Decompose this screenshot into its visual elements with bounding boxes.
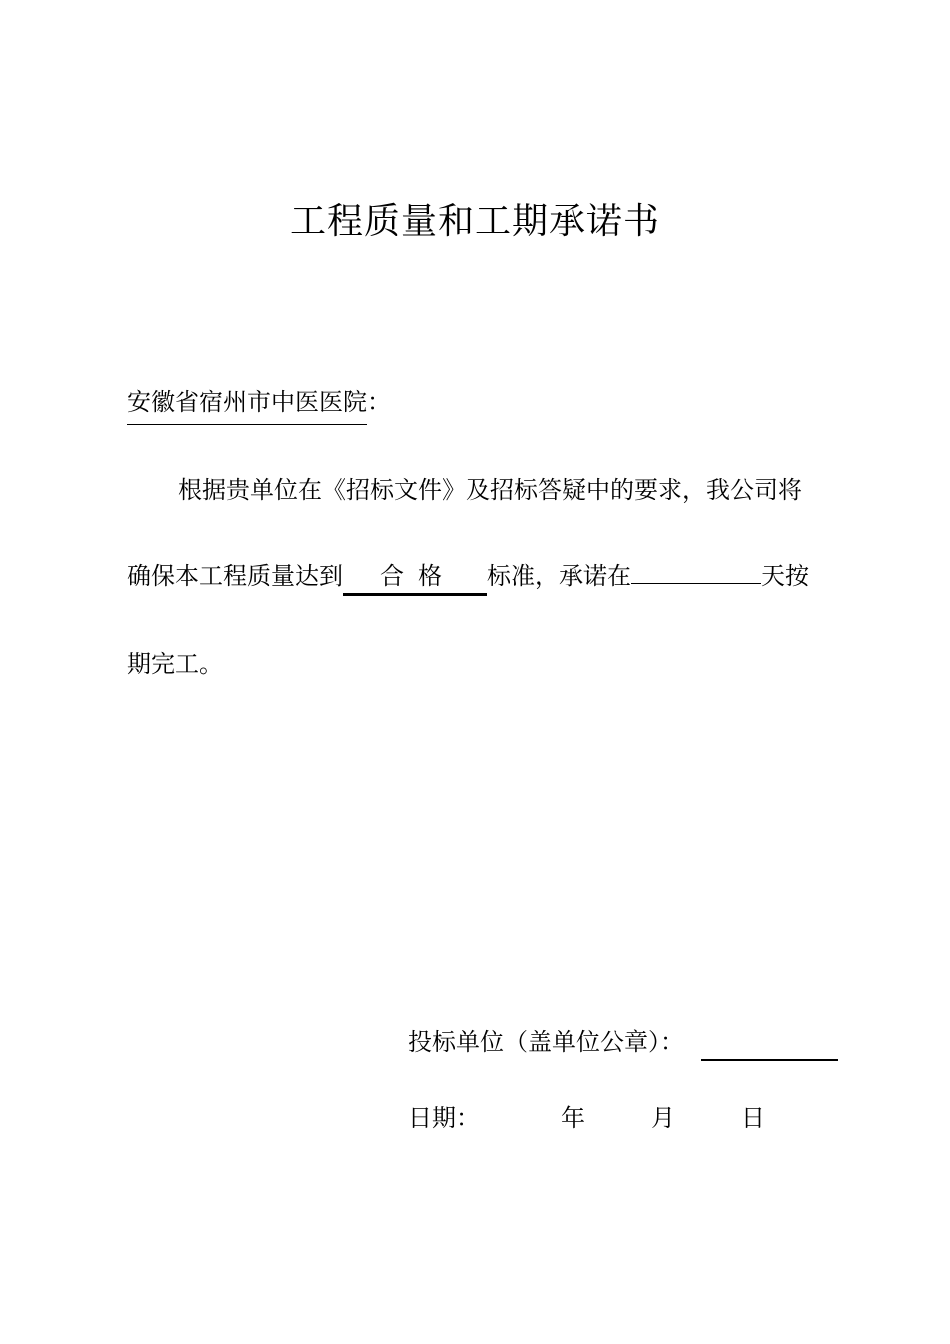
addressee-name: 安徽省宿州市中医医院 [127, 382, 367, 425]
body-line-2 [127, 556, 809, 596]
bidder-seal-field[interactable] [701, 1059, 838, 1061]
document-title: 工程质量和工期承诺书 [289, 201, 660, 242]
month-label: 月 [651, 1104, 675, 1132]
addressee-line [127, 382, 391, 425]
body-line-1: 根据贵单位在《招标文件》及招标答疑中的要求，我公司将 [178, 476, 802, 504]
body-line-2-middle: 标准，承诺在 [487, 562, 631, 590]
addressee-colon: ： [367, 388, 391, 416]
quality-standard-field[interactable]: 合格 [343, 559, 487, 596]
body-line-3: 期完工。 [127, 650, 223, 678]
year-label: 年 [561, 1104, 585, 1132]
completion-days-field[interactable] [631, 583, 761, 584]
date-label: 日期： [408, 1104, 480, 1132]
body-line-2-suffix: 天按 [761, 562, 809, 590]
day-label: 日 [741, 1104, 765, 1132]
bidder-label: 投标单位（盖单位公章）： [408, 1028, 684, 1056]
body-line-2-prefix: 确保本工程质量达到 [127, 562, 343, 590]
